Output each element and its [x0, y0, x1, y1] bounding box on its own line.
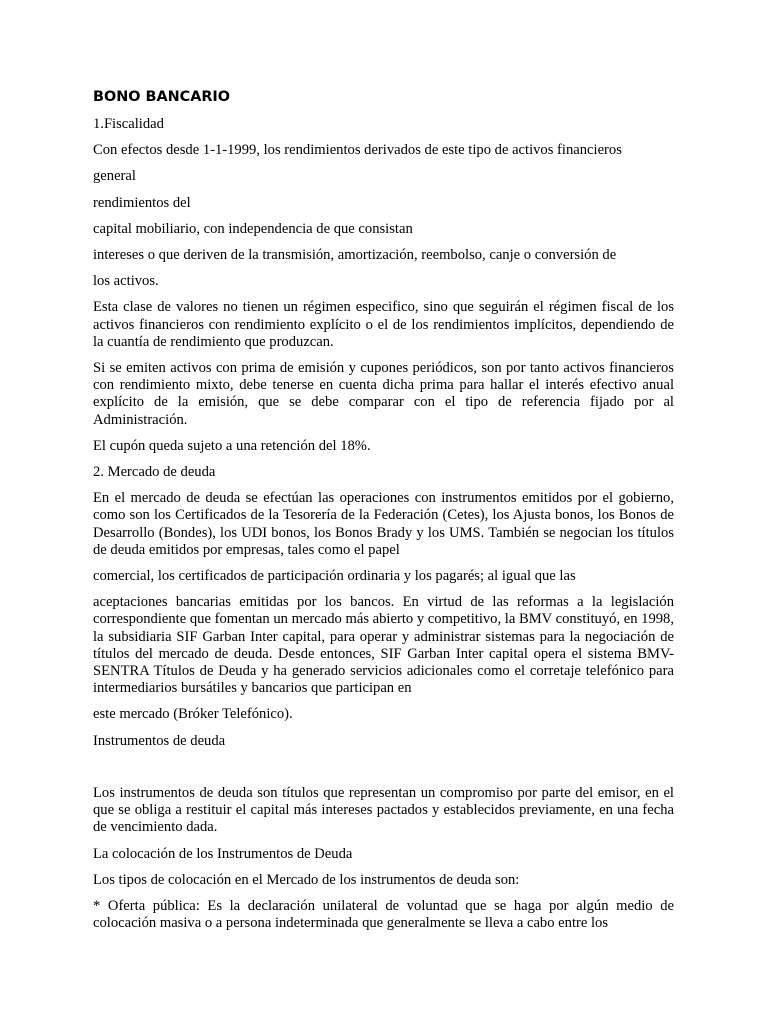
paragraph: aceptaciones bancarias emitidas por los bancos. En virtud de las reformas a la legislación correspondiente que fomentan un mercado más abierto y competitivo, la BMV constituyó, en 1998, la subsidiaria SIF Garban Inter capital, para operar y administrar sistemas para la negociación de títulos del mercado de deuda. Desde entonces, SIF Garban Inter capital opera el sistema BMV-SENTRA Títulos de Deuda y ha generado servicios adicionales como el corretaje telefónico para intermediarios bursátiles y bancarios que participan en	[93, 594, 674, 697]
paragraph: * Oferta pública: Es la declaración unilateral de voluntad que se haga por algún medio de colocación masiva o a persona indeterminada que generalmente se lleva a cabo entre los	[93, 897, 674, 932]
paragraph: general	[93, 168, 136, 185]
paragraph: En el mercado de deuda se efectúan las operaciones con instrumentos emitidos por el gobierno, como son los Certificados de la Tesorería de la Federación (Cetes), los Ajusta bonos, los Bonos de Desarrollo (Bondes), los UDI bonos, los Bonos Brady y los UMS. También se negocian los títulos de deuda emitidos por empresas, tales como el papel	[93, 490, 674, 558]
section-heading-mercado-de-deuda: 2. Mercado de deuda	[93, 464, 216, 481]
paragraph: El cupón queda sujeto a una retención del 18%.	[93, 437, 371, 454]
paragraph: Los tipos de colocación en el Mercado de los instrumentos de deuda son:	[93, 871, 520, 888]
paragraph: Esta clase de valores no tienen un régimen especifico, sino que seguirán el régimen fiscal de los activos financieros con rendimiento explícito o el de los rendimientos implícitos, dependiendo de la cuantía de rendimiento que produzcan.	[93, 299, 674, 350]
paragraph: intereses o que deriven de la transmisión, amortización, reembolso, canje o conversión de	[93, 247, 617, 264]
blank-line	[93, 759, 674, 785]
paragraph: rendimientos del	[93, 194, 191, 211]
paragraph: Con efectos desde 1-1-1999, los rendimientos derivados de este tipo de activos financieros	[93, 142, 622, 159]
paragraph: Si se emiten activos con prima de emisión y cupones periódicos, son por tanto activos financieros con rendimiento mixto, debe tenerse en cuenta dicha prima para hallar el interés efectivo anual explícito de la emisión, que se debe comparar con el tipo de referencia fijado por al Administración.	[93, 360, 674, 428]
paragraph: Los instrumentos de deuda son títulos que representan un compromiso por parte del emisor, en el que se obliga a restituir el capital más intereses pactados y establecidos previamente, en una fecha de vencimiento dada.	[93, 784, 674, 836]
document-title: BONO BANCARIO	[93, 89, 231, 105]
section-heading-instrumentos-de-deuda: Instrumentos de deuda	[93, 732, 226, 749]
paragraph: los activos.	[93, 273, 159, 290]
section-heading-fiscalidad: 1.Fiscalidad	[93, 116, 164, 132]
paragraph: este mercado (Bróker Telefónico).	[93, 706, 293, 723]
section-heading-colocacion: La colocación de los Instrumentos de Deuda	[93, 845, 353, 862]
document-body	[93, 87, 674, 941]
paragraph: capital mobiliario, con independencia de que consistan	[93, 220, 413, 237]
paragraph: comercial, los certificados de participación ordinaria y los pagarés; al igual que las	[93, 568, 576, 585]
